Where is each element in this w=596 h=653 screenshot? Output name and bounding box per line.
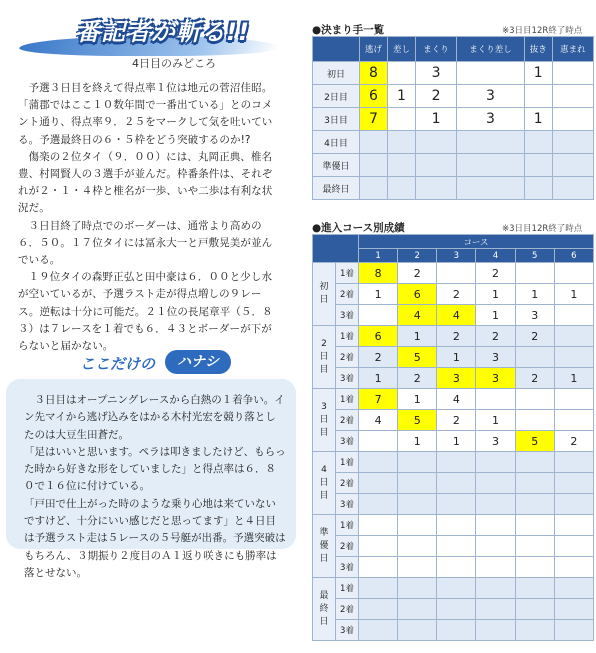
course-col-header: 3 [437, 249, 476, 263]
course-cell [437, 494, 476, 515]
corner-cell [313, 37, 360, 62]
course-cell: 3 [476, 347, 515, 368]
kimarite-cell: 1 [387, 85, 415, 108]
course-col-header: 5 [515, 249, 554, 263]
course-cell: 4 [437, 389, 476, 410]
course-cell [554, 536, 593, 557]
article-paragraph: ３日目終了時点でのボーダーは、通常より高めの６．５０。１７位タイには冨永大一と戸敷晃美が並んでいる。 [18, 219, 273, 267]
course-cell: 1 [515, 284, 554, 305]
course-row [313, 389, 594, 410]
kimarite-cell [552, 154, 593, 177]
kimarite-header: 恵まれ [552, 37, 593, 62]
row-label: 最終日 [313, 177, 360, 200]
rank-label: 3着 [336, 368, 359, 389]
course-cell [437, 473, 476, 494]
course-cell: 3 [515, 305, 554, 326]
course-cell: 2 [476, 263, 515, 284]
kimarite-cell [524, 177, 552, 200]
course-cell: 2 [476, 326, 515, 347]
kimarite-row [313, 85, 594, 108]
course-cell [476, 620, 515, 641]
course-cell: 3 [476, 431, 515, 452]
course-cell [515, 620, 554, 641]
rank-label: 1着 [336, 452, 359, 473]
course-row [313, 599, 594, 620]
rank-label: 2着 [336, 410, 359, 431]
article [18, 80, 280, 355]
course-cell [437, 263, 476, 284]
course-cell [476, 473, 515, 494]
rank-label: 2着 [336, 536, 359, 557]
course-cell [359, 305, 398, 326]
day-label: 2 日 目 [313, 326, 336, 389]
course-row [313, 410, 594, 431]
row-label: 2日目 [313, 85, 360, 108]
rank-label: 1着 [336, 263, 359, 284]
course-cell: 2 [437, 410, 476, 431]
course-row [313, 284, 594, 305]
course-cell [515, 515, 554, 536]
rank-label: 2着 [336, 473, 359, 494]
corner-cell [313, 235, 359, 263]
kimarite-cell [360, 154, 388, 177]
kimarite-row [313, 62, 594, 85]
course-cell [398, 536, 437, 557]
course-cell: 1 [437, 431, 476, 452]
koko-badge: ハナシ [165, 350, 231, 374]
course-row [313, 578, 594, 599]
course-cell [437, 557, 476, 578]
rank-label: 3着 [336, 620, 359, 641]
course-row [313, 536, 594, 557]
kimarite-cell [457, 131, 525, 154]
kimarite-title: ●決まり手一覧 [312, 24, 385, 36]
article-paragraph: 予選３日目を終えて得点率１位は地元の菅沼佳昭。「蒲郡ではここ１０数年間で一番出ている」とのコメント通り、得点率９．２５をマークして気を吐いている。予選最終日の６・５枠をどう突破するのか!? [18, 82, 273, 146]
banner-subtitle: 4日目のみどころ [132, 57, 216, 70]
course-row [313, 557, 594, 578]
course-row [313, 263, 594, 284]
course-cell [554, 620, 593, 641]
day-label: 準 優 日 [313, 515, 336, 578]
kimarite-cell [552, 85, 593, 108]
course-cell [515, 263, 554, 284]
course-cell: 2 [437, 326, 476, 347]
course-cell [554, 410, 593, 431]
course-cell: 1 [398, 326, 437, 347]
course-cell [398, 473, 437, 494]
course-cell: 1 [359, 368, 398, 389]
course-cell: 3 [437, 368, 476, 389]
course-cell [515, 599, 554, 620]
kimarite-row [313, 177, 594, 200]
course-cell [554, 578, 593, 599]
course-col-header: 4 [476, 249, 515, 263]
course-cell: 5 [398, 347, 437, 368]
koko-paragraph: 「足はいいと思います。ペラは叩きましたけど、もらった時から好きな形をしていました」と得点率は６．８０で１６位に付けている。 [24, 445, 286, 493]
course-cell [398, 452, 437, 473]
course-cell [437, 620, 476, 641]
course-cell: 8 [359, 263, 398, 284]
course-cell: 2 [515, 368, 554, 389]
course-cell: 1 [554, 368, 593, 389]
course-cell [437, 452, 476, 473]
rank-label: 3着 [336, 494, 359, 515]
banner [20, 10, 280, 72]
course-cell [359, 515, 398, 536]
course-cell: 3 [476, 368, 515, 389]
course-cell: 1 [476, 305, 515, 326]
koko-paragraph: ３日目はオープニングレースから白熱の１着争い。イン先マイから逃げ込みをはかる木村光宏を競り落としたのは大豆生田蒼だ。 [24, 394, 285, 441]
course-cell [398, 620, 437, 641]
course-cell [359, 494, 398, 515]
course-cell [554, 494, 593, 515]
kimarite-cell [552, 108, 593, 131]
kimarite-cell [387, 62, 415, 85]
course-cell [476, 557, 515, 578]
course-cell [359, 431, 398, 452]
kimarite-cell [415, 131, 456, 154]
course-note: ※3日目12R終了時点 [502, 224, 583, 234]
course-cell: 1 [359, 284, 398, 305]
rank-label: 3着 [336, 305, 359, 326]
course-cell [554, 389, 593, 410]
kimarite-header: 差し [387, 37, 415, 62]
rank-label: 3着 [336, 431, 359, 452]
course-cell [515, 536, 554, 557]
course-cell: 5 [398, 410, 437, 431]
course-cell [437, 515, 476, 536]
course-cell [398, 557, 437, 578]
course-cell [554, 263, 593, 284]
course-cell [476, 536, 515, 557]
course-cell: 1 [398, 431, 437, 452]
course-title: ●進入コース別成績 [312, 222, 405, 234]
course-cell [515, 473, 554, 494]
course-cell: 1 [437, 347, 476, 368]
kimarite-table [312, 36, 594, 200]
course-cell [398, 515, 437, 536]
course-cell [359, 557, 398, 578]
day-label: 3 日 目 [313, 389, 336, 452]
course-header: コース [359, 235, 594, 249]
rank-label: 1着 [336, 578, 359, 599]
rank-label: 2着 [336, 599, 359, 620]
kimarite-cell: 1 [524, 108, 552, 131]
kimarite-cell: 3 [457, 108, 525, 131]
course-cell: 6 [359, 326, 398, 347]
kimarite-cell [552, 131, 593, 154]
article-paragraph: １９位タイの森野正弘と田中豪は６．００と少し水が空いているが、予選ラスト走が得点増しの９レース。逆転は十分に可能だ。２１位の長尾章平（５．８３）は７レースを１着でも６．４３とボーダーが下がらないと届かない。 [18, 271, 273, 353]
course-cell: 6 [398, 284, 437, 305]
course-cell: 4 [437, 305, 476, 326]
kimarite-cell [457, 62, 525, 85]
kimarite-cell [552, 177, 593, 200]
course-cell [554, 515, 593, 536]
course-cell [476, 389, 515, 410]
course-cell: 2 [515, 326, 554, 347]
kimarite-cell [387, 177, 415, 200]
koko-title: ここだけの [80, 355, 156, 373]
course-cell [515, 578, 554, 599]
course-cell [554, 599, 593, 620]
koko-text [24, 392, 286, 582]
row-label: 3日目 [313, 108, 360, 131]
course-row [313, 431, 594, 452]
kimarite-header: まくり [415, 37, 456, 62]
course-row [313, 368, 594, 389]
course-cell [515, 557, 554, 578]
banner-title: 番記者が斬る!! [76, 18, 250, 46]
day-label: 4 日 目 [313, 452, 336, 515]
course-cell [437, 536, 476, 557]
course-cell [554, 326, 593, 347]
course-table [312, 234, 594, 641]
course-col-header: 1 [359, 249, 398, 263]
course-cell [398, 599, 437, 620]
course-cell: 1 [476, 410, 515, 431]
kimarite-cell [524, 85, 552, 108]
kimarite-cell: 6 [360, 85, 388, 108]
course-cell [359, 452, 398, 473]
course-col-header: 2 [398, 249, 437, 263]
course-cell [554, 305, 593, 326]
course-row [313, 473, 594, 494]
koko-paragraph: 「戸田で仕上がった時のような乗り心地は来ていないですけど、十分にいい感じだと思ってます」と４日目は予選ラスト走は５レースの５号艇が出番。予選突破はもちろん、３期振り２度目のＡ１返り咲きにも勝率は落とせない。 [24, 497, 286, 579]
course-cell [554, 452, 593, 473]
kimarite-cell: 3 [457, 85, 525, 108]
kimarite-cell [457, 154, 525, 177]
row-label: 初日 [313, 62, 360, 85]
kimarite-cell: 1 [524, 62, 552, 85]
course-row [313, 452, 594, 473]
article-paragraph: 傷楽の２位タイ（９．００）には、丸岡正典、椎名豊、村岡賢人の３選手が並んだ。枠番条件は、それぞれが２・１・４枠と椎名が一歩、いや二歩は有利な状況だ。 [18, 150, 273, 215]
kimarite-cell [552, 62, 593, 85]
course-cell [398, 578, 437, 599]
course-cell [359, 536, 398, 557]
kimarite-note: ※3日目12R終了時点 [502, 26, 583, 36]
kimarite-header: 抜き [524, 37, 552, 62]
course-cell [554, 557, 593, 578]
course-row [313, 515, 594, 536]
course-cell: 1 [554, 284, 593, 305]
course-cell [515, 410, 554, 431]
kimarite-row [313, 154, 594, 177]
course-cell: 4 [398, 305, 437, 326]
kimarite-header: まくり差し [457, 37, 525, 62]
course-cell [476, 515, 515, 536]
course-cell: 1 [398, 389, 437, 410]
course-cell [476, 452, 515, 473]
kimarite-cell [360, 177, 388, 200]
rank-label: 1着 [336, 389, 359, 410]
course-row [313, 494, 594, 515]
course-cell [515, 389, 554, 410]
kimarite-cell: 7 [360, 108, 388, 131]
course-row [313, 347, 594, 368]
course-cell [515, 494, 554, 515]
course-cell [515, 452, 554, 473]
course-cell: 2 [398, 263, 437, 284]
course-cell [437, 599, 476, 620]
course-cell [359, 599, 398, 620]
course-cell [359, 578, 398, 599]
rank-label: 2着 [336, 347, 359, 368]
rank-label: 1着 [336, 326, 359, 347]
kimarite-cell [415, 177, 456, 200]
kimarite-cell: 2 [415, 85, 456, 108]
kimarite-row [313, 108, 594, 131]
rank-label: 3着 [336, 557, 359, 578]
course-cell: 2 [359, 347, 398, 368]
course-cell [359, 473, 398, 494]
course-cell [554, 473, 593, 494]
course-row [313, 305, 594, 326]
course-cell: 2 [554, 431, 593, 452]
course-row [313, 620, 594, 641]
kimarite-cell [387, 108, 415, 131]
course-col-header: 6 [554, 249, 593, 263]
row-label: 準優日 [313, 154, 360, 177]
course-cell [476, 599, 515, 620]
kimarite-cell: 8 [360, 62, 388, 85]
kimarite-cell: 1 [415, 108, 456, 131]
course-cell: 4 [359, 410, 398, 431]
kimarite-cell [415, 154, 456, 177]
row-label: 4日目 [313, 131, 360, 154]
day-label: 最 終 日 [313, 578, 336, 641]
course-cell: 7 [359, 389, 398, 410]
kimarite-cell [524, 131, 552, 154]
course-cell [515, 347, 554, 368]
kimarite-row [313, 131, 594, 154]
rank-label: 1着 [336, 515, 359, 536]
kimarite-cell [387, 154, 415, 177]
day-label: 初 日 [313, 263, 336, 326]
course-row [313, 326, 594, 347]
rank-label: 2着 [336, 284, 359, 305]
course-cell [359, 620, 398, 641]
right-column [306, 0, 596, 653]
course-cell [398, 494, 437, 515]
course-cell: 1 [476, 284, 515, 305]
course-cell: 2 [398, 368, 437, 389]
course-cell [476, 578, 515, 599]
course-cell: 5 [515, 431, 554, 452]
course-cell: 2 [437, 284, 476, 305]
course-cell [437, 578, 476, 599]
kimarite-header: 逃げ [360, 37, 388, 62]
kimarite-cell: 3 [415, 62, 456, 85]
kimarite-cell [524, 154, 552, 177]
kimarite-cell [387, 131, 415, 154]
course-cell [554, 347, 593, 368]
kimarite-cell [360, 131, 388, 154]
kimarite-cell [457, 177, 525, 200]
course-cell [476, 494, 515, 515]
